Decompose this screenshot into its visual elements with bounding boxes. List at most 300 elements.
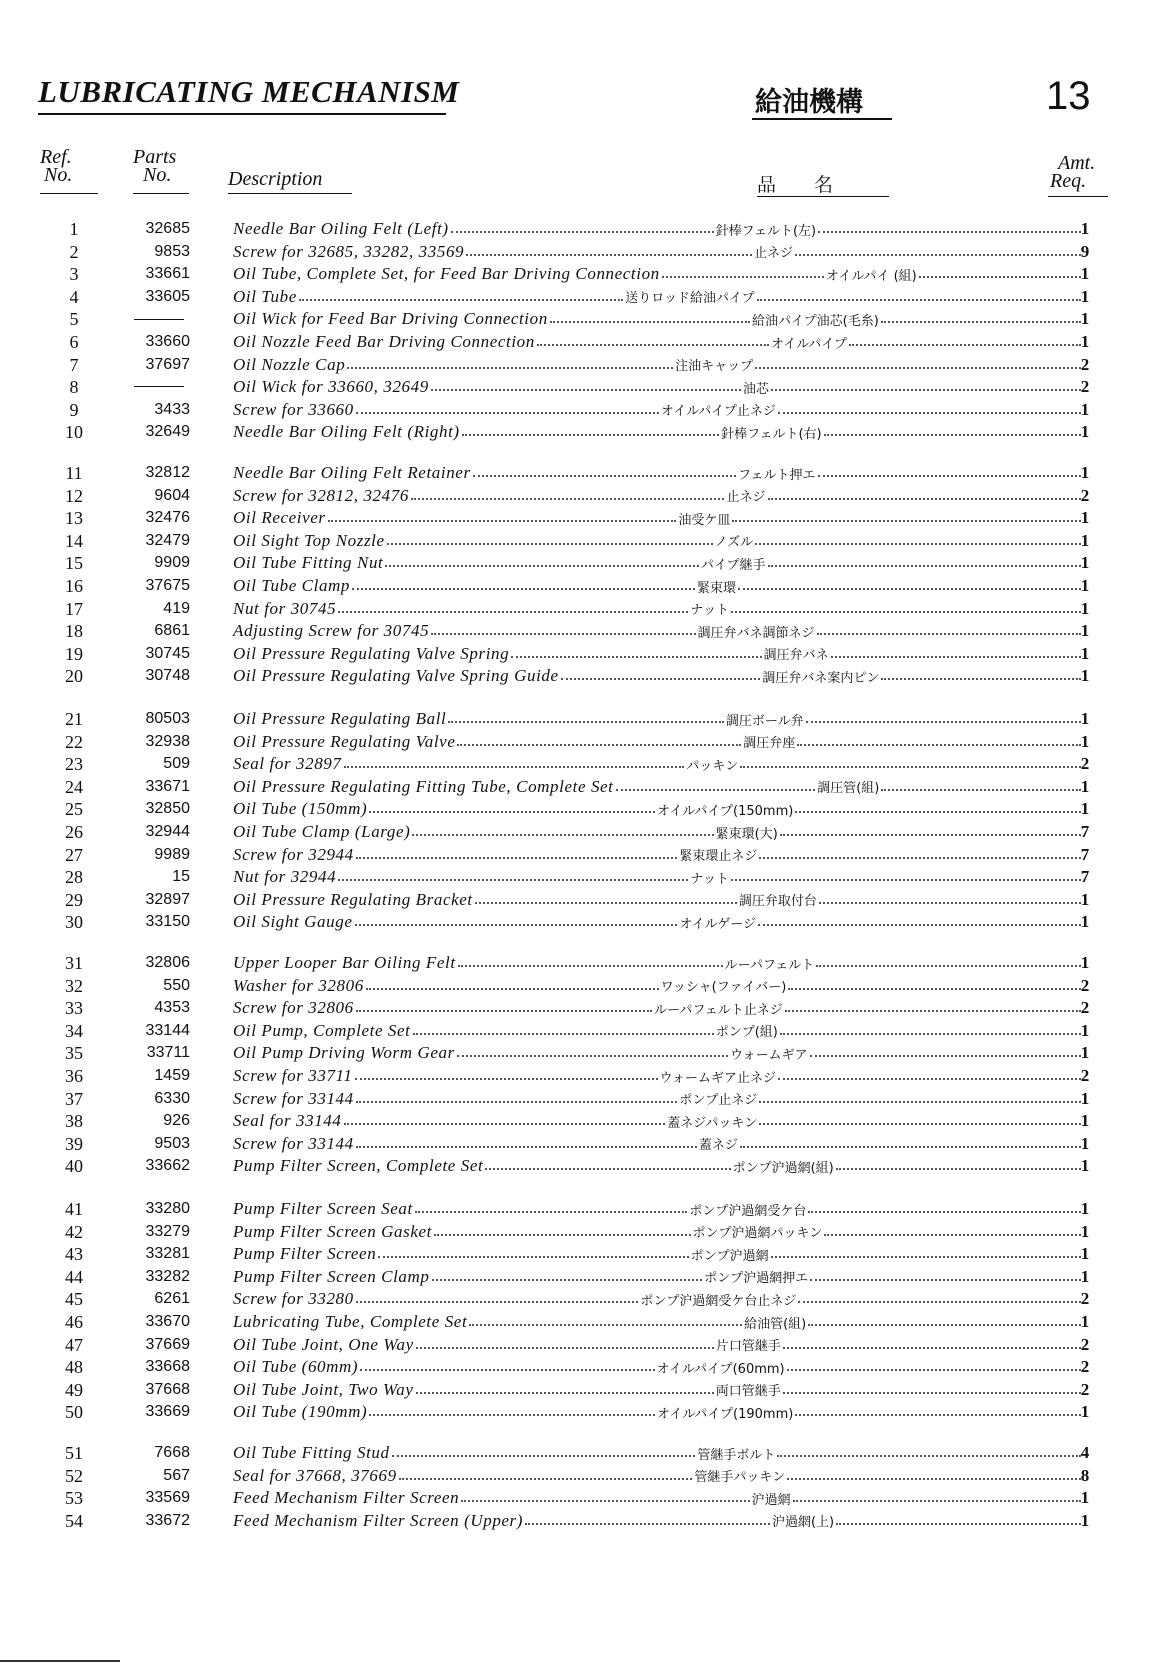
description-cell	[233, 708, 1083, 730]
amount-required: 1	[1080, 1488, 1090, 1508]
description-cell	[233, 1133, 1083, 1155]
description-cell	[233, 975, 1083, 997]
dot-leader	[881, 678, 1081, 680]
description-cell	[233, 376, 1083, 398]
description-japanese: 油芯	[742, 381, 769, 397]
dot-leader	[458, 965, 723, 967]
description-english: Oil Tube Clamp	[233, 576, 351, 595]
dot-leader	[561, 678, 761, 680]
description-japanese: ポンプ沪過網押エ	[704, 1271, 809, 1287]
dot-leader	[355, 1078, 658, 1080]
table-row	[0, 1243, 1175, 1265]
ref-number: 25	[65, 799, 83, 820]
table-row	[0, 731, 1175, 753]
description-english: Oil Nozzle Cap	[233, 354, 346, 374]
ref-number: 54	[65, 1510, 83, 1531]
amount-required: 1	[1080, 309, 1090, 329]
description-english: Pump Filter Screen Gasket	[233, 1221, 432, 1241]
description-japanese: ルーパフェルト止ネジ	[654, 1002, 783, 1018]
description-cell	[233, 1088, 1083, 1110]
description-cell	[233, 1356, 1083, 1378]
dot-leader	[356, 412, 659, 414]
ref-number: 32	[65, 975, 83, 996]
part-number: 30748	[145, 667, 190, 685]
dot-leader	[759, 1101, 1081, 1103]
description-japanese: 調圧弁座	[743, 736, 796, 752]
description-english: Oil Tube (190mm)	[233, 1402, 368, 1422]
part-number: 80503	[145, 710, 190, 727]
description-japanese: 管継手パッキン	[694, 1470, 786, 1486]
part-number: 33669	[145, 1403, 190, 1421]
description-japanese: 針棒フェルト(左)	[715, 223, 817, 239]
table-row	[0, 1356, 1175, 1378]
description-japanese: オイルゲージ	[679, 916, 757, 932]
description-japanese: 片口管継手	[715, 1339, 781, 1355]
description-english: Pump Filter Screen	[233, 1244, 377, 1264]
table-row	[0, 776, 1175, 798]
dot-leader	[777, 1455, 1081, 1457]
amount-required: 1	[1080, 598, 1090, 618]
amount-required: 1	[1080, 286, 1090, 306]
description-japanese: ポンプ沪過網	[690, 1248, 769, 1264]
dot-leader	[448, 721, 723, 723]
ref-number: 12	[65, 485, 83, 506]
description-cell	[233, 1465, 1083, 1487]
table-row	[0, 218, 1175, 240]
description-cell	[233, 911, 1083, 933]
part-number: 37668	[145, 1380, 190, 1398]
dot-leader	[818, 231, 1081, 233]
description-cell	[233, 731, 1083, 753]
description-english: Oil Pump, Complete Set	[233, 1020, 411, 1040]
page-number: 13	[1046, 74, 1091, 118]
amount-required: 2	[1080, 354, 1090, 374]
header-japanese-name: 品 名	[757, 174, 834, 196]
amount-required: 1	[1080, 666, 1090, 686]
ref-number: 22	[65, 731, 83, 752]
table-row	[0, 975, 1175, 997]
part-number: 33605	[145, 287, 190, 305]
dot-leader	[356, 1301, 639, 1303]
part-number: 33660	[145, 333, 190, 350]
description-cell	[233, 462, 1083, 484]
description-cell	[233, 1510, 1083, 1532]
description-japanese: ナット	[690, 603, 729, 619]
dot-leader	[537, 344, 769, 346]
table-row	[0, 1133, 1175, 1155]
description-cell	[233, 1311, 1083, 1333]
description-cell	[233, 821, 1083, 843]
description-english: Needle Bar Oiling Felt (Left)	[233, 219, 449, 238]
part-number: 4353	[154, 999, 190, 1017]
description-cell	[233, 866, 1083, 888]
description-english: Needle Bar Oiling Felt Retainer	[233, 463, 471, 482]
description-japanese: ワッシャ(ファイバー)	[660, 980, 787, 996]
part-number: 33282	[145, 1267, 190, 1285]
ref-number: 21	[65, 709, 83, 729]
description-japanese: 給油管(組)	[744, 1316, 807, 1332]
description-japanese: 止ネジ	[726, 490, 766, 506]
description-english: Lubricating Tube, Complete Set	[233, 1312, 468, 1331]
description-cell	[233, 753, 1083, 775]
description-english: Screw for 33660	[233, 399, 354, 419]
amount-required: 2	[1080, 975, 1090, 995]
part-number: 9909	[154, 554, 190, 572]
dot-leader	[434, 1234, 691, 1236]
description-english: Oil Pressure Regulating Ball	[233, 709, 447, 728]
dot-leader	[360, 1369, 654, 1371]
ref-number: 28	[65, 867, 83, 888]
part-number: 33150	[145, 913, 190, 931]
dot-leader	[740, 1146, 1081, 1148]
dot-leader	[795, 811, 1081, 813]
amount-required: 1	[1080, 1402, 1090, 1422]
description-japanese: 送りロッド給油パイプ	[625, 291, 755, 307]
description-english: Oil Pressure Regulating Valve Spring	[233, 643, 510, 663]
dot-leader	[824, 434, 1081, 436]
table-row	[0, 866, 1175, 888]
description-cell	[233, 1334, 1083, 1356]
description-cell	[233, 1442, 1083, 1464]
ref-number: 46	[65, 1312, 83, 1332]
description-english: Seal for 37668, 37669	[233, 1465, 397, 1485]
amount-required: 2	[1080, 1379, 1090, 1399]
ref-number: 29	[65, 889, 83, 910]
ref-number: 34	[65, 1020, 83, 1041]
description-japanese: オイルパイプ	[770, 336, 847, 352]
dot-leader	[768, 498, 1082, 500]
dot-leader	[787, 1478, 1081, 1480]
amount-required: 8	[1080, 1465, 1090, 1485]
table-row	[0, 1465, 1175, 1487]
ref-number: 10	[65, 422, 83, 443]
description-cell	[233, 399, 1083, 421]
description-english: Screw for 32812, 32476	[233, 485, 409, 505]
description-english: Nut for 32944	[233, 867, 337, 887]
dot-leader	[462, 434, 719, 436]
dot-leader	[758, 924, 1081, 926]
dash-line	[134, 319, 184, 320]
dot-leader	[785, 1010, 1081, 1012]
ref-number: 36	[65, 1066, 83, 1086]
dot-leader	[810, 1279, 1081, 1281]
dot-leader	[881, 321, 1081, 323]
table-row	[0, 263, 1175, 285]
dot-leader	[759, 857, 1081, 859]
dot-leader	[338, 611, 688, 613]
amount-required: 1	[1080, 332, 1090, 351]
dot-leader	[369, 811, 655, 813]
description-english: Oil Pressure Regulating Fitting Tube, Complete Set	[233, 776, 614, 796]
amount-required: 2	[1080, 485, 1090, 505]
table-row	[0, 952, 1175, 974]
dot-leader	[797, 744, 1081, 746]
dot-leader	[616, 789, 816, 791]
dot-leader	[385, 565, 699, 567]
description-english: Seal for 33144	[233, 1111, 342, 1131]
description-japanese: ポンプ止ネジ	[679, 1093, 758, 1109]
part-number: 33661	[145, 265, 190, 283]
part-number: 32476	[145, 509, 190, 527]
dot-leader	[808, 1324, 1081, 1326]
description-english: Nut for 30745	[233, 598, 337, 618]
dot-leader	[344, 1123, 666, 1125]
dot-leader	[469, 1324, 742, 1326]
description-english: Oil Tube Joint, One Way	[233, 1334, 414, 1354]
description-japanese: フェルト押エ	[738, 467, 816, 483]
dot-leader	[432, 1279, 703, 1281]
description-japanese: 給油パイプ油芯(毛糸)	[752, 313, 879, 329]
table-row	[0, 1334, 1175, 1356]
description-cell	[233, 643, 1083, 665]
part-number-blank-dash	[128, 376, 190, 398]
amount-required: 1	[1080, 643, 1090, 663]
ref-number: 26	[65, 822, 83, 842]
description-japanese: 蓋ネジ	[698, 1138, 738, 1154]
dot-leader	[347, 367, 673, 369]
description-japanese: オイルパイプ(150mm)	[656, 803, 794, 819]
table-row	[0, 308, 1175, 330]
amount-required: 1	[1080, 1221, 1090, 1241]
description-english: Oil Tube Clamp (Large)	[233, 822, 411, 841]
amount-required: 2	[1080, 377, 1090, 397]
description-japanese: 針棒フェルト(右)	[721, 426, 822, 442]
table-row	[0, 241, 1175, 263]
dot-leader	[778, 1078, 1081, 1080]
dot-leader	[411, 498, 725, 500]
dash-line	[134, 386, 184, 387]
amount-required: 2	[1080, 998, 1090, 1018]
amount-required: 1	[1080, 1088, 1090, 1108]
ref-number: 42	[65, 1221, 83, 1242]
description-japanese: パイプ継手	[700, 557, 766, 573]
description-cell	[233, 1379, 1083, 1401]
description-english: Feed Mechanism Filter Screen	[233, 1488, 460, 1508]
table-row	[0, 1401, 1175, 1423]
dot-leader	[788, 988, 1081, 990]
dot-leader	[299, 299, 623, 301]
amount-required: 1	[1080, 1111, 1090, 1131]
description-english: Oil Receiver	[233, 508, 326, 528]
part-number-blank-dash	[128, 308, 190, 330]
ref-number: 37	[65, 1088, 83, 1109]
description-japanese: 調圧弁バネ案内ピン	[762, 670, 880, 686]
description-japanese: 沪過網	[751, 1492, 791, 1508]
table-row	[0, 889, 1175, 911]
ref-number: 7	[69, 354, 79, 375]
description-english: Oil Wick for Feed Bar Driving Connection	[233, 309, 548, 329]
description-japanese: 管継手ボルト	[697, 1447, 776, 1463]
table-row	[0, 462, 1175, 484]
title-underline	[38, 113, 446, 115]
dot-leader	[328, 520, 677, 522]
dot-leader	[755, 543, 1081, 545]
amount-required: 7	[1080, 822, 1090, 841]
description-english: Pump Filter Screen Clamp	[233, 1266, 430, 1286]
description-english: Oil Tube, Complete Set, for Feed Bar Driving Connection	[233, 264, 660, 284]
description-english: Oil Sight Top Nozzle	[233, 530, 385, 550]
amount-required: 1	[1080, 953, 1090, 972]
description-english: Oil Tube Fitting Nut	[233, 553, 384, 573]
header-ref-underline	[40, 193, 98, 194]
dot-leader	[819, 902, 1081, 904]
description-cell	[233, 1042, 1083, 1064]
ref-number: 43	[65, 1244, 83, 1265]
ref-number: 17	[65, 598, 83, 619]
description-cell	[233, 575, 1083, 597]
dot-leader	[919, 276, 1081, 278]
dot-leader	[831, 656, 1081, 658]
part-number: 33671	[145, 777, 190, 795]
header-description: Description	[228, 168, 323, 190]
dot-leader	[344, 766, 685, 768]
description-cell	[233, 286, 1083, 308]
dot-leader	[355, 924, 678, 926]
ref-number: 47	[65, 1334, 83, 1355]
description-cell	[233, 1288, 1083, 1310]
ref-number: 4	[69, 286, 79, 307]
header-amt-line1: Amt.	[1058, 152, 1096, 174]
dot-leader	[806, 721, 1081, 723]
description-cell	[233, 507, 1083, 529]
ref-number: 6	[69, 332, 79, 352]
table-row	[0, 643, 1175, 665]
part-number: 32806	[145, 954, 190, 971]
page-title-japanese: 給油機構	[755, 87, 863, 118]
dot-leader	[731, 611, 1081, 613]
table-row	[0, 620, 1175, 642]
dot-leader	[662, 276, 824, 278]
amount-required: 1	[1080, 621, 1090, 641]
part-number: 37675	[145, 577, 190, 594]
description-english: Oil Pressure Regulating Valve Spring Guide	[233, 666, 559, 686]
page-title: LUBRICATING MECHANISM	[38, 74, 460, 109]
table-row	[0, 1266, 1175, 1288]
ref-number: 15	[65, 553, 83, 574]
table-row	[0, 708, 1175, 730]
ref-number: 20	[65, 666, 83, 687]
amount-required: 2	[1080, 1066, 1090, 1085]
part-number: 7668	[154, 1444, 190, 1461]
amount-required: 1	[1080, 1266, 1090, 1286]
amount-required: 1	[1080, 889, 1090, 909]
amount-required: 1	[1080, 1156, 1090, 1176]
part-number: 1459	[154, 1067, 190, 1084]
part-number: 33668	[145, 1358, 190, 1376]
description-english: Oil Tube (150mm)	[233, 799, 368, 819]
description-cell	[233, 241, 1083, 263]
description-japanese: 緊束環	[697, 580, 737, 596]
description-cell	[233, 1487, 1083, 1509]
dot-leader	[356, 857, 678, 859]
part-number: 6861	[154, 622, 190, 640]
part-number: 37669	[145, 1335, 190, 1353]
dot-leader	[412, 834, 713, 836]
amount-required: 1	[1080, 799, 1090, 819]
header-amt-underline	[1048, 196, 1108, 197]
table-row	[0, 399, 1175, 421]
dot-leader	[793, 1500, 1081, 1502]
dot-leader	[416, 1392, 714, 1394]
part-number: 3433	[154, 400, 190, 418]
part-number: 32479	[145, 531, 190, 549]
description-japanese: 油受ケ皿	[678, 512, 731, 528]
part-number: 33711	[146, 1044, 190, 1062]
ref-number: 5	[69, 309, 79, 330]
amount-required: 7	[1080, 867, 1090, 887]
part-number: 926	[163, 1112, 190, 1130]
table-row	[0, 1442, 1175, 1464]
description-japanese: 注油キャップ	[675, 359, 754, 375]
part-number: 419	[163, 599, 190, 617]
ref-number: 27	[65, 844, 83, 865]
description-cell	[233, 308, 1083, 330]
part-number: 33144	[145, 1021, 190, 1039]
part-number: 37697	[145, 355, 190, 373]
amount-required: 1	[1080, 709, 1090, 728]
description-japanese: オイルパイプ(60mm)	[656, 1361, 785, 1377]
dot-leader	[461, 1500, 749, 1502]
description-cell	[233, 1155, 1083, 1177]
dot-leader	[836, 1168, 1081, 1170]
description-cell	[233, 1198, 1083, 1220]
dot-leader	[849, 344, 1081, 346]
description-english: Oil Sight Gauge	[233, 912, 353, 932]
table-row	[0, 376, 1175, 398]
part-number: 32938	[145, 732, 190, 750]
description-english: Screw for 33280	[233, 1289, 354, 1309]
amount-required: 2	[1080, 754, 1090, 774]
part-number: 6261	[154, 1290, 190, 1308]
description-english: Oil Tube (60mm)	[233, 1357, 359, 1377]
ref-number: 23	[65, 754, 83, 775]
part-number: 30745	[145, 644, 190, 662]
ref-number: 49	[65, 1379, 83, 1400]
dot-leader	[740, 766, 1081, 768]
dot-leader	[787, 1369, 1081, 1371]
dot-leader	[731, 879, 1081, 881]
ref-number: 3	[69, 264, 79, 285]
amount-required: 1	[1080, 553, 1090, 573]
description-english: Screw for 33144	[233, 1133, 354, 1153]
description-english: Screw for 33711	[233, 1066, 353, 1085]
dot-leader	[392, 1455, 696, 1457]
dot-leader	[768, 565, 1082, 567]
ref-number: 48	[65, 1357, 83, 1378]
description-japanese: ポンプ沪過網(組)	[732, 1160, 834, 1176]
description-english: Washer for 32806	[233, 975, 364, 995]
ref-number: 35	[65, 1043, 83, 1064]
header-ref-line1: Ref.	[40, 146, 72, 168]
description-cell	[233, 776, 1083, 798]
description-japanese: パッキン	[686, 758, 739, 774]
dot-leader	[378, 1256, 688, 1258]
amount-required: 1	[1080, 1312, 1090, 1331]
part-number: 550	[163, 976, 190, 994]
dot-leader	[780, 834, 1081, 836]
dot-leader	[550, 321, 750, 323]
ref-number: 53	[65, 1488, 83, 1509]
part-number: 33662	[145, 1157, 190, 1175]
table-row	[0, 1110, 1175, 1132]
ref-number: 8	[69, 377, 79, 398]
dot-leader	[369, 1414, 655, 1416]
dot-leader	[431, 633, 695, 635]
description-japanese: ポンプ沪過網パッキン	[692, 1226, 823, 1242]
dot-leader	[356, 1101, 678, 1103]
description-japanese: ルーパフェルト	[724, 957, 815, 973]
table-row	[0, 598, 1175, 620]
